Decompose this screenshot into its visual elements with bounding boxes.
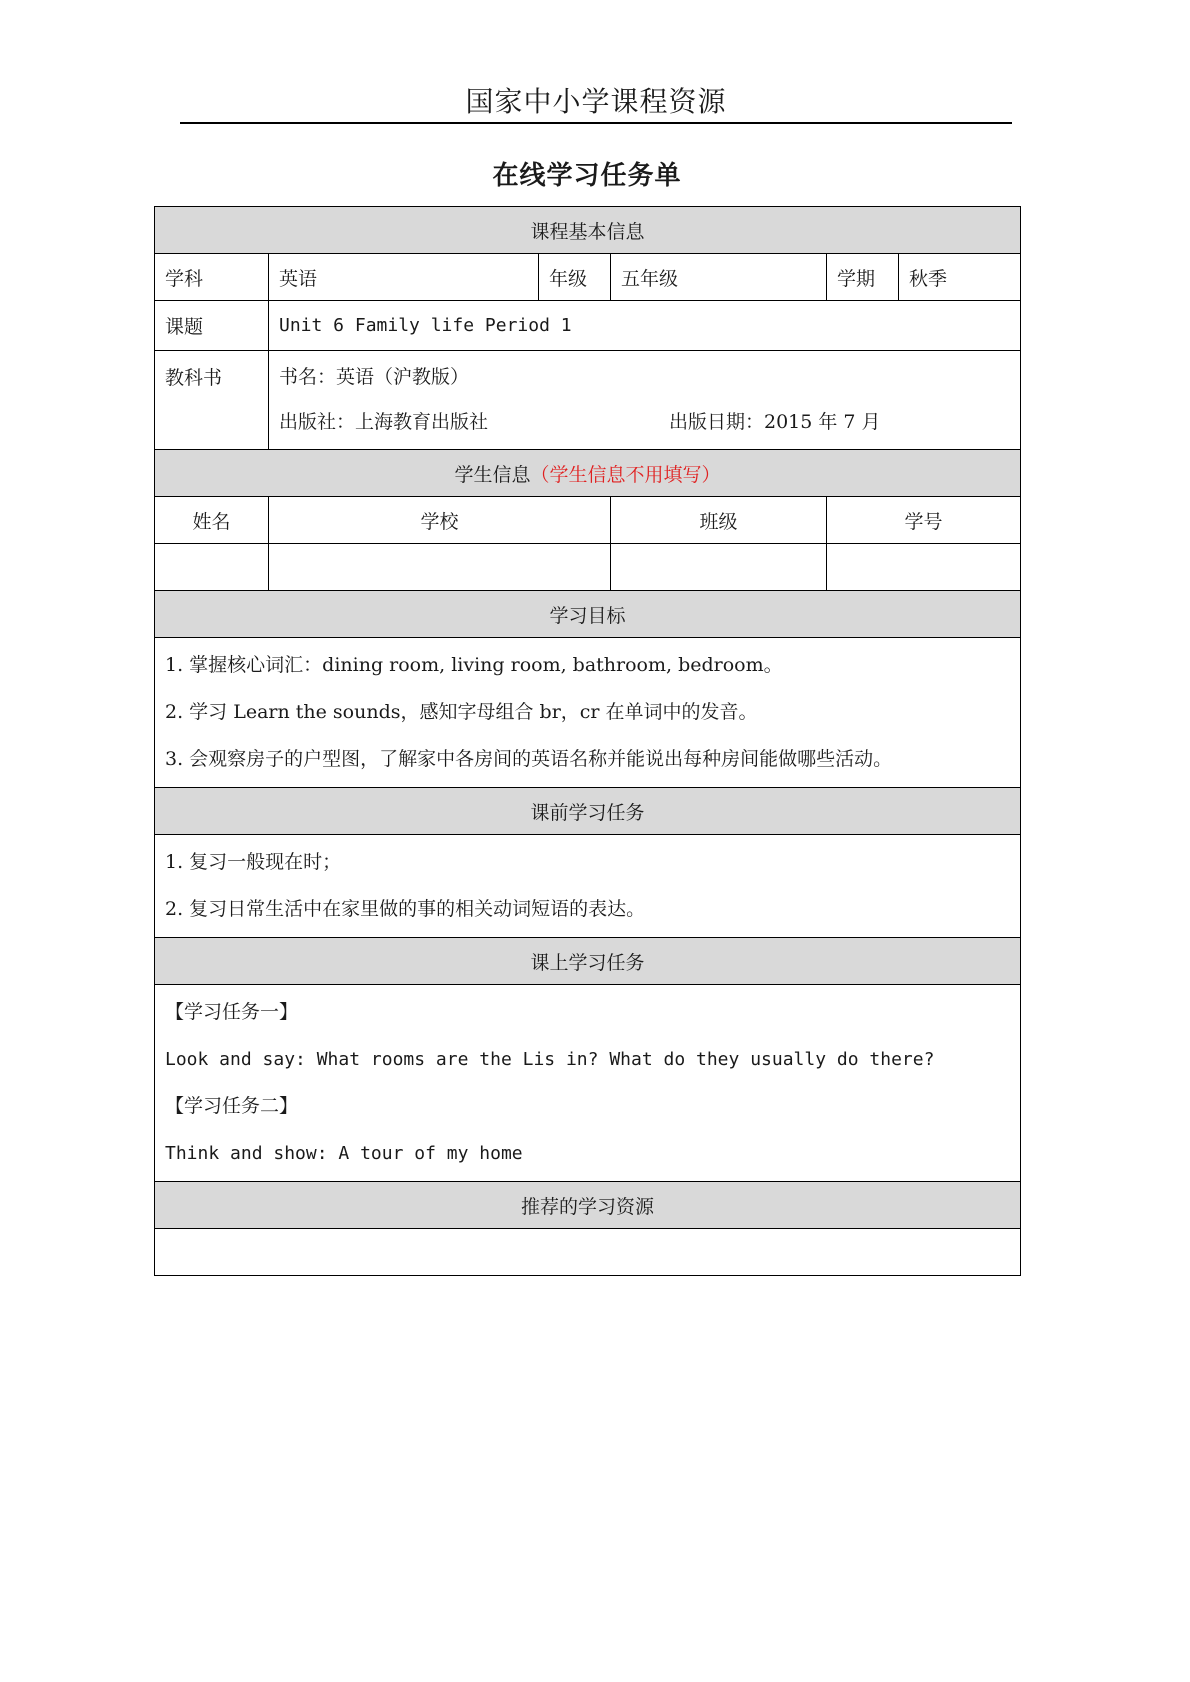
section-basic-info: 课程基本信息 [155,207,1021,254]
document-title: 在线学习任务单 [492,161,682,191]
topic-value: Unit 6 Family life Period 1 [269,301,1021,351]
section-objectives: 学习目标 [155,591,1021,638]
objectives-list [155,638,1021,788]
student-info-title: 学生信息 [454,463,531,486]
book-name: 书名：英语（沪教版） [279,366,470,388]
col-name-header: 姓名 [155,497,269,544]
task-sheet-table [154,206,1021,1276]
student-info-note: （学生信息不用填写） [530,463,721,486]
in-class-tasks [155,985,1021,1182]
section-resources: 推荐的学习资源 [155,1182,1021,1229]
term-label: 学期 [827,254,899,301]
section-student-info [155,450,1021,497]
objective-item: 1. 掌握核心词汇：dining room, living room, bathroom, bedroom。 [165,654,783,676]
header-divider [180,122,1012,124]
section-pre-class: 课前学习任务 [155,788,1021,835]
task2-text: Think and show: A tour of my home [165,1143,523,1164]
resources-cell [155,1229,1021,1276]
pre-class-list [155,835,1021,938]
publisher: 出版社：上海教育出版社 [279,411,489,433]
subject-label: 学科 [155,254,269,301]
task2-title: 【学习任务二】 [165,1095,299,1117]
page-header: 国家中小学课程资源 [465,85,727,118]
school-cell[interactable] [269,544,611,591]
task1-text: Look and say: What rooms are the Lis in? What do they usually do there? [165,1049,935,1070]
subject-value: 英语 [269,254,539,301]
col-school-header: 学校 [269,497,611,544]
name-cell[interactable] [155,544,269,591]
textbook-info [269,351,1021,450]
pre-class-item: 1. 复习一般现在时； [165,851,342,873]
grade-value: 五年级 [611,254,827,301]
class-cell[interactable] [611,544,827,591]
objective-item: 3. 会观察房子的户型图，了解家中各房间的英语名称并能说出每种房间能做哪些活动。 [165,748,893,770]
section-in-class: 课上学习任务 [155,938,1021,985]
col-student-id-header: 学号 [827,497,1021,544]
objective-item: 2. 学习 Learn the sounds，感知字母组合 br，cr 在单词中的发音。 [165,701,758,723]
publish-date: 出版日期：2015 年 7 月 [669,411,881,433]
term-value: 秋季 [899,254,1021,301]
grade-label: 年级 [539,254,611,301]
task1-title: 【学习任务一】 [165,1001,299,1023]
student-id-cell[interactable] [827,544,1021,591]
pre-class-item: 2. 复习日常生活中在家里做的事的相关动词短语的表达。 [165,898,646,920]
textbook-label: 教科书 [155,351,269,450]
col-class-header: 班级 [611,497,827,544]
publisher-line [279,400,1010,445]
topic-label: 课题 [155,301,269,351]
